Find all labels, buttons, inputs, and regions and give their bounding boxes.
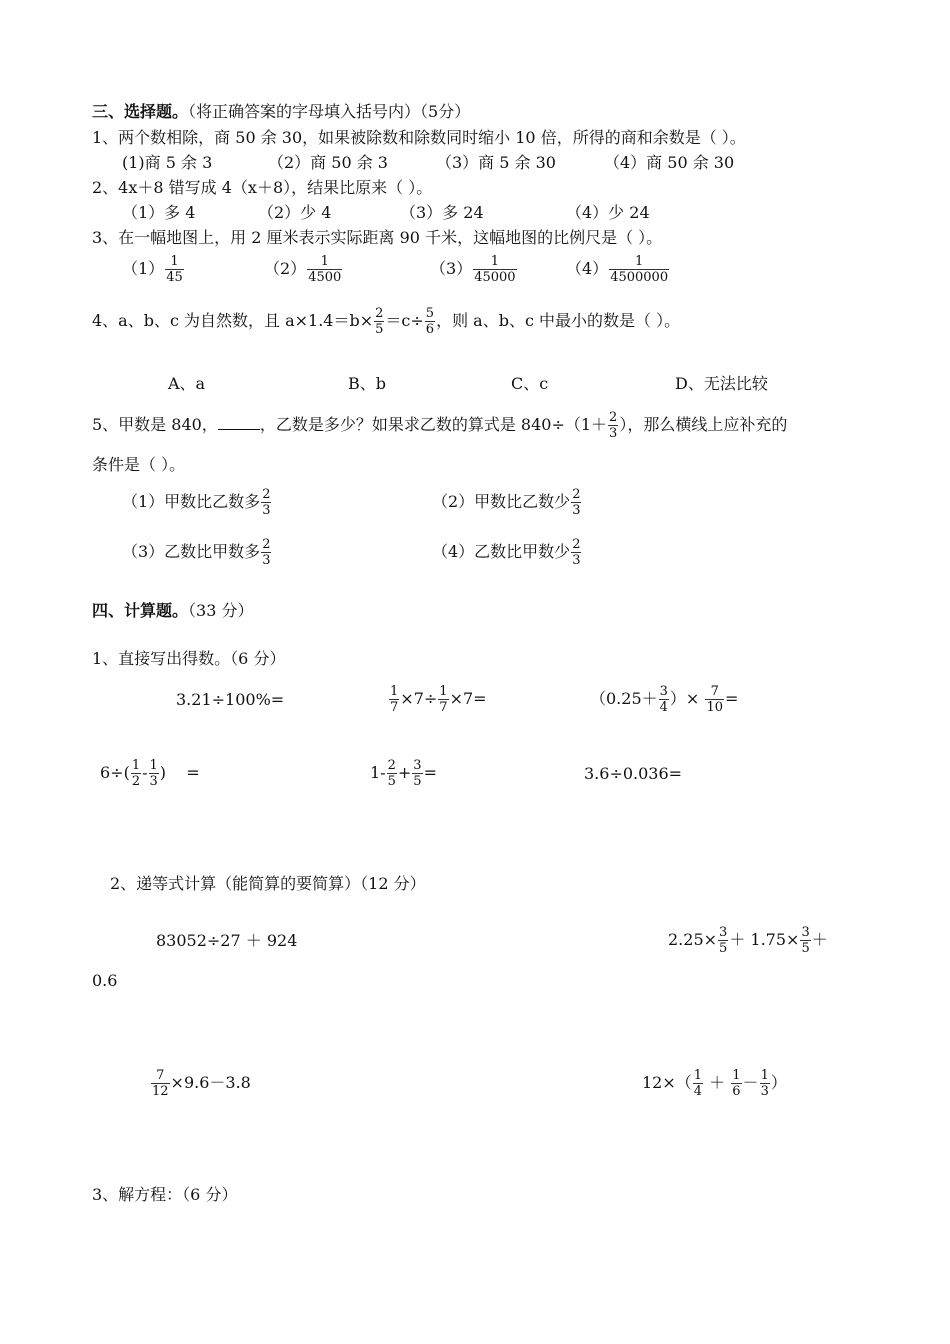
section3-heading xyxy=(92,102,470,122)
part2-title: 2、递等式计算（能简算的要简算）（12 分） xyxy=(110,874,426,893)
calc-2-3: $\frac{7}{12}$ ×9.6－3.8 xyxy=(152,1068,251,1099)
option-label: （4） xyxy=(566,259,609,278)
q3-option-4 xyxy=(566,254,670,285)
calc-2-4: 12×（ $\frac{1}{4}$ ＋ $\frac{1}{6}$ － $\frac{1}{3}$ ） xyxy=(642,1068,787,1099)
fraction: $\frac{1}{4500000}$ xyxy=(610,254,669,285)
part1-title: 1、直接写出得数。（6 分） xyxy=(92,649,286,668)
fraction: $\frac{1}{45}$ xyxy=(166,254,183,285)
section4-score: （33 分） xyxy=(188,601,254,620)
section3-note: （将正确答案的字母填入括号内）（5分） xyxy=(188,102,471,121)
q5-option-3: （3）乙数比甲数多 $\frac{2}{3}$ xyxy=(122,537,271,568)
q3-option-1 xyxy=(122,254,185,285)
calc-1-3: （0.25＋ $\frac{3}{4}$ ）× $\frac{7}{10}$ = xyxy=(590,684,739,715)
calc-1-5: 1- $\frac{2}{5}$ + $\frac{3}{5}$ = xyxy=(370,758,437,789)
fraction: $\frac{2}{5}$ xyxy=(375,306,384,337)
q4-stem: 4、a、b、c 为自然数，且 a×1.4＝b× $\frac{2}{5}$ ＝c÷ $\frac{5}{6}$ ，则 a、b、c 中最小的数是（ ）。 xyxy=(92,306,681,337)
calc-2-1: 83052÷27 ＋ 924 xyxy=(156,931,298,950)
section4-heading xyxy=(92,601,253,621)
q2-option-3: （3）多 24 xyxy=(400,203,484,222)
answer-blank xyxy=(218,415,260,430)
fraction: $\frac{2}{3}$ xyxy=(262,537,271,568)
q4-option-c: C、c xyxy=(511,374,549,393)
q1-option-1: (1)商 5 余 3 xyxy=(122,153,213,172)
calc-2-2-continued: 0.6 xyxy=(92,971,118,990)
q2-option-2: （2）少 4 xyxy=(258,203,332,222)
option-label: （2） xyxy=(264,259,307,278)
fraction: $\frac{3}{4}$ xyxy=(659,684,668,715)
fraction: $\frac{1}{3}$ xyxy=(760,1068,769,1099)
fraction: $\frac{3}{5}$ xyxy=(413,758,422,789)
fraction: $\frac{5}{6}$ xyxy=(425,306,435,337)
calc-1-4: 6÷( $\frac{1}{2}$ - $\frac{1}{3}$ ) = xyxy=(100,758,200,789)
q1-option-2: （2）商 50 余 3 xyxy=(268,153,388,172)
q1-stem: 1、两个数相除，商 50 余 30，如果被除数和除数同时缩小 10 倍，所得的商和余数是（ ）。 xyxy=(92,128,746,147)
option-label: （3） xyxy=(430,259,473,278)
q5-stem-line2: 条件是（ ）。 xyxy=(92,455,186,474)
fraction: $\frac{1}{7}$ xyxy=(439,684,448,715)
q3-option-3 xyxy=(430,254,518,285)
fraction: $\frac{2}{3}$ xyxy=(572,537,581,568)
q3-stem: 3、在一幅地图上，用 2 厘米表示实际距离 90 千米，这幅地图的比例尺是（ ）。 xyxy=(92,228,663,247)
q2-option-1: （1）多 4 xyxy=(122,203,196,222)
calc-1-6: 3.6÷0.036= xyxy=(584,764,683,783)
fraction: $\frac{1}{4}$ xyxy=(693,1068,703,1099)
fraction: $\frac{1}{4500}$ xyxy=(308,254,342,285)
calc-2-2: 2.25× $\frac{3}{5}$ ＋ 1.75× $\frac{3}{5}$ ＋ xyxy=(668,925,828,956)
part3-title: 3、解方程：（6 分） xyxy=(92,1185,238,1204)
section4-title: 四、计算题。 xyxy=(92,601,189,620)
fraction: $\frac{2}{3}$ xyxy=(609,410,618,441)
q5-stem: 5、甲数是 840， ，乙数是多少？如果求乙数的算式是 840÷（1＋ $\frac{2}{3}$ ），那么横线上应补充的 xyxy=(92,410,788,441)
fraction: $\frac{7}{12}$ xyxy=(152,1068,169,1099)
q2-stem: 2、4x＋8 错写成 4（x＋8），结果比原来（ ）。 xyxy=(92,178,433,197)
q4-option-d: D、无法比较 xyxy=(675,374,768,393)
calc-1-1: 3.21÷100%= xyxy=(176,690,285,709)
section3-title: 三、选择题。 xyxy=(92,102,189,121)
fraction: $\frac{2}{3}$ xyxy=(572,487,581,518)
q1-option-3: （3）商 5 余 30 xyxy=(436,153,556,172)
fraction: $\frac{1}{3}$ xyxy=(149,758,158,789)
option-label: （1） xyxy=(122,259,165,278)
q4-option-a: A、a xyxy=(168,374,206,393)
fraction: $\frac{1}{45000}$ xyxy=(474,254,516,285)
q1-option-4: （4）商 50 余 30 xyxy=(604,153,735,172)
calc-1-2: $\frac{1}{7}$ ×7÷ $\frac{1}{7}$ ×7= xyxy=(390,684,487,715)
q5-option-1: （1）甲数比乙数多 $\frac{2}{3}$ xyxy=(122,487,271,518)
q2-option-4: （4）少 24 xyxy=(566,203,650,222)
fraction: $\frac{3}{5}$ xyxy=(801,925,810,956)
q5-option-4: （4）乙数比甲数少 $\frac{2}{3}$ xyxy=(432,537,581,568)
fraction: $\frac{2}{3}$ xyxy=(262,487,271,518)
q3-option-2 xyxy=(264,254,343,285)
q4-option-b: B、b xyxy=(348,374,387,393)
q5-option-2: （2）甲数比乙数少 $\frac{2}{3}$ xyxy=(432,487,581,518)
fraction: $\frac{1}{6}$ xyxy=(732,1068,741,1099)
fraction: $\frac{1}{2}$ xyxy=(131,758,141,789)
fraction: $\frac{7}{10}$ xyxy=(706,684,723,715)
fraction: $\frac{3}{5}$ xyxy=(719,925,728,956)
fraction: $\frac{1}{7}$ xyxy=(390,684,399,715)
fraction: $\frac{2}{5}$ xyxy=(387,758,396,789)
